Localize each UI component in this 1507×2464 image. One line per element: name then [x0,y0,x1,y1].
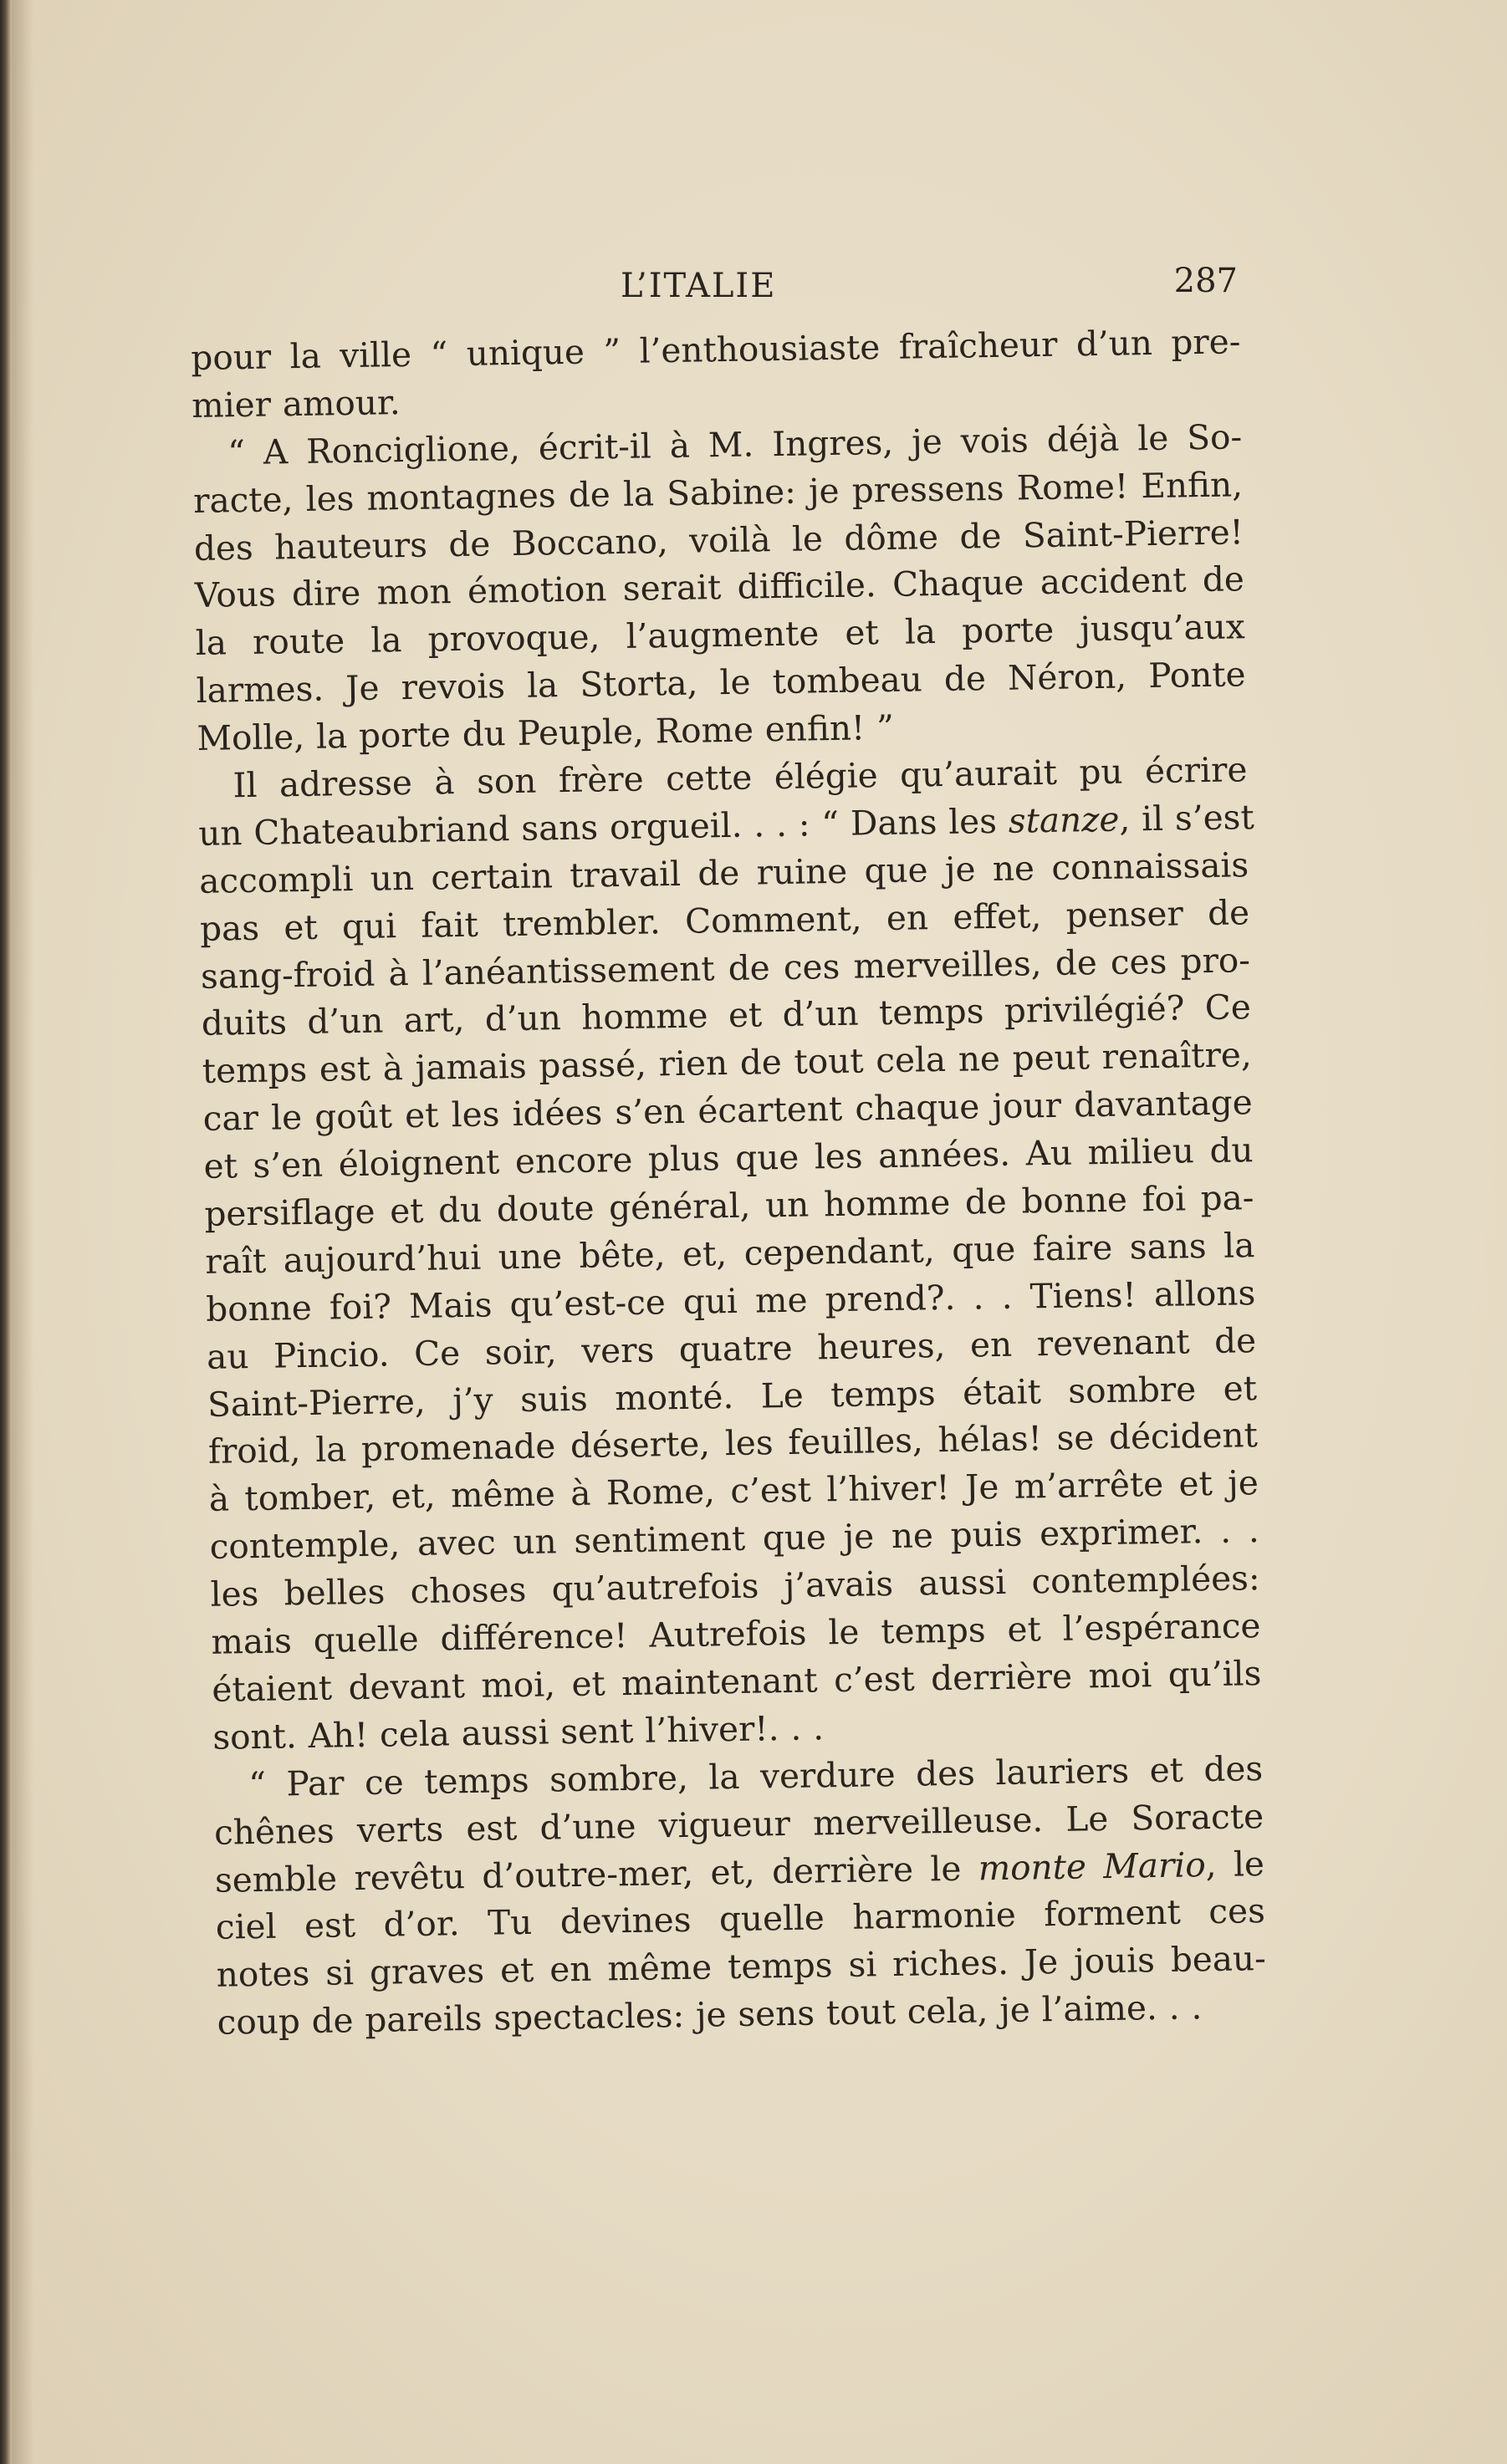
italic-term: monte Mario [978,1844,1207,1888]
text-line: chênes verts est d’une vigueur merveilleuse. Le Soracte [213,1795,1264,1853]
text-run: semble revêtu d’outre-mer, et, derrière le [214,1847,979,1900]
italic-term: stanze [1008,798,1120,841]
binding-edge [0,0,12,2464]
text-line: “ Par ce temps sombre, la verdure des lauriers et des [248,1747,1264,1804]
text-run: , le [1205,1843,1265,1885]
page-header [192,261,1238,311]
text-line: Saint-Pierre, j’y suis monté. Le temps était sombre et [207,1367,1258,1425]
text-line: raît aujourd’hui une bête, et, cependant, que faire sans la [205,1225,1255,1282]
running-head: L’ITALIE [621,267,777,305]
text-line: mais quelle différence! Autrefois le temps et l’espérance [211,1605,1261,1662]
text-line: car le goût et les idées s’en écartent chaque jour davantage [202,1082,1253,1140]
text-line: contemple, avec un sentiment que je ne puis exprimer. . . [209,1510,1260,1568]
page-number: 287 [1173,262,1238,300]
text-line: froid, la promenade déserte, les feuilles, hélas! se décident [207,1415,1259,1472]
text-line: coup de pareils spectacles: je sens tout cela, je l’aime. . . [217,1987,1203,2043]
text-line: “ A Ronciglione, écrit-il à M. Ingres, je vois déjà le So- [227,416,1243,473]
text-line: des hauteurs de Boccano, voilà le dôme de Saint-Pierre! [193,511,1244,569]
text-line: racte, les montagnes de la Sabine: je pressens Rome! Enfin, [192,463,1244,521]
text-line: et s’en éloignent encore plus que les années. Au milieu du [203,1130,1254,1187]
text-line: étaient devant moi, et maintenant c’est derrière moi qu’ils [212,1653,1262,1710]
text-line: persiflage et du doute général, un homme de bonne foi pa- [204,1177,1254,1234]
text-run: un Chateaubriand sans orgueil. . . : “ Dans les [197,800,1009,854]
text-line: notes si graves et en même temps si riches. Je jouis beau- [216,1938,1267,1996]
text-line: Il adresse à son frère cette élégie qu’aurait pu écrire [232,749,1248,806]
text-line: accompli un certain travail de ruine que je ne connaissais [198,844,1249,901]
body-text [191,318,1267,2047]
text-line: Vous dire mon émotion serait difficile. Chaque accident de [194,559,1245,616]
text-line: sont. Ah! cela aussi sent l’hiver!. . . [212,1707,825,1757]
text-line: Molle, la porte du Peuple, Rome enfin! ” [197,707,895,759]
text-run: , il s’est [1119,797,1255,839]
text-line: à tomber, et, même à Rome, c’est l’hiver! Je m’arrête et je [208,1462,1259,1520]
text-line: pas et qui fait trembler. Comment, en effet, penser de [199,891,1250,949]
text-line: mier amour. [191,381,401,426]
text-line: sang-froid à l’anéantissement de ces merveilles, de ces pro- [200,939,1251,997]
text-line: temps est à jamais passé, rien de tout cela ne peut renaître, [202,1034,1253,1092]
text-line: larmes. Je revois la Storta, le tombeau de Néron, Ponte [196,654,1246,712]
text-line: la route la provoque, l’augmente et la porte jusqu’aux [195,606,1246,664]
text-line: les belles choses qu’autrefois j’avais aussi contemplées: [210,1558,1260,1615]
text-line: au Pincio. Ce soir, vers quatre heures, en revenant de [206,1319,1257,1377]
text-line: pour la ville “ unique ” l’enthousiaste fraîcheur d’un pre- [191,321,1241,378]
text-line: duits d’un art, d’un homme et d’un temps privilégié? Ce [201,987,1252,1044]
text-line: bonne foi? Mais qu’est-ce qui me prend?. . . Tiens! allons [205,1272,1256,1329]
text-line: ciel est d’or. Tu devines quelle harmonie forment ces [215,1890,1266,1948]
gutter-shadow [12,0,33,2464]
